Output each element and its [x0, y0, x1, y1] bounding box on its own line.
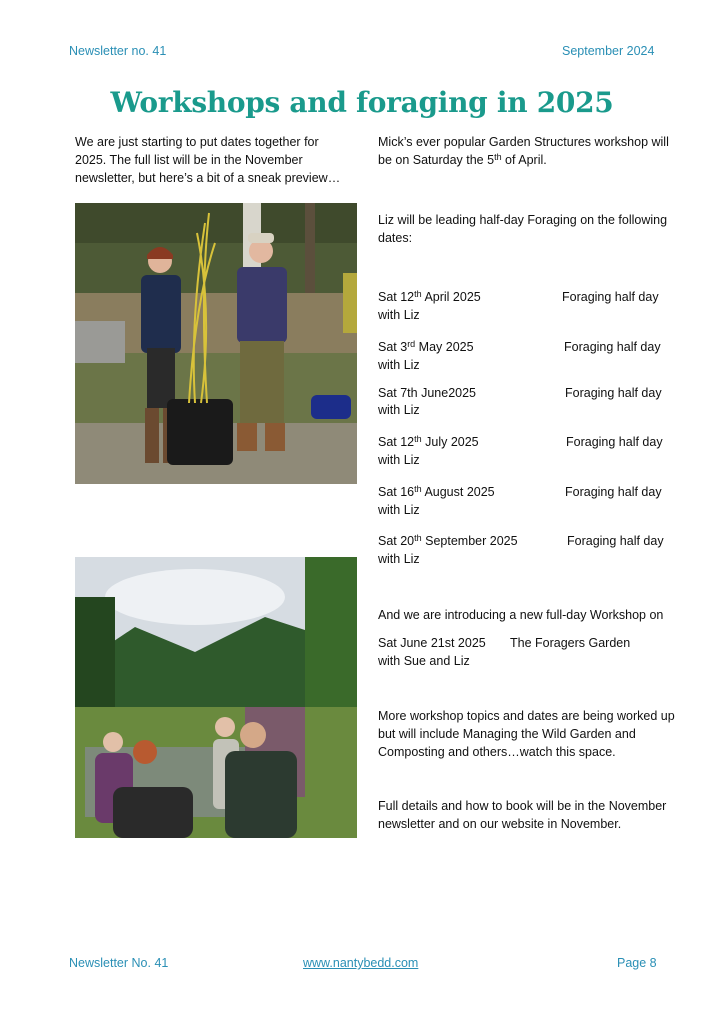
intro-paragraph: We are just starting to put dates together for 2025. The full list will be in the November newsletter, but here’s a bit of a sneak preview… [75, 135, 341, 185]
more-topics-paragraph: More workshop topics and dates are being worked up but will include Managing the Wild Garden and Composting and others…watch this space. [378, 709, 675, 759]
session-with: with Liz [378, 308, 420, 322]
session-label: Foraging half day [565, 485, 662, 499]
foraging-intro-paragraph: Liz will be leading half-day Foraging on the following dates: [378, 213, 668, 245]
full-day-title: The Foragers Garden [510, 636, 631, 650]
session-label: Foraging half day [566, 435, 663, 449]
full-day-with: with Sue and Liz [378, 654, 470, 668]
session-label: Foraging half day [562, 290, 659, 304]
session-with: with Liz [378, 403, 420, 417]
page-number: Page 8 [617, 956, 657, 970]
session-label: Foraging half day [565, 386, 662, 400]
booking-details-paragraph: Full details and how to book will be in the November newsletter and on our website in November. [378, 799, 667, 831]
session-with: with Liz [378, 552, 420, 566]
header-date: September 2024 [562, 44, 655, 58]
new-workshop-paragraph: And we are introducing a new full-day Workshop on [378, 608, 664, 622]
footer-newsletter-number: Newsletter No. 41 [69, 956, 169, 970]
mick-text-before: Mick’s ever popular Garden Structures workshop will be on Saturday the 5 [378, 135, 669, 167]
workshop-photo [75, 203, 357, 484]
full-day-date: Sat June 21st 2025 [378, 636, 486, 650]
page-title: Workshops and foraging in 2025 [110, 86, 614, 119]
session-date: Sat 12th April 2025 [378, 289, 481, 304]
session-label: Foraging half day [567, 534, 664, 548]
header-newsletter-number: Newsletter no. 41 [69, 44, 167, 58]
session-date: Sat 3rd May 2025 [378, 339, 474, 354]
session-with: with Liz [378, 453, 420, 467]
session-date: Sat 20th September 2025 [378, 533, 518, 548]
website-link[interactable]: www.nantybedd.com [303, 956, 419, 970]
session-date: Sat 12th July 2025 [378, 434, 479, 449]
session-date: Sat 7th June2025 [378, 386, 476, 400]
session-with: with Liz [378, 503, 420, 517]
mick-text-after: of April. [501, 153, 547, 167]
garden-structures-paragraph [378, 133, 678, 169]
mick-sup: th [494, 152, 502, 162]
session-with: with Liz [378, 358, 420, 372]
session-label: Foraging half day [564, 340, 661, 354]
session-date: Sat 16th August 2025 [378, 484, 495, 499]
foraging-group-photo [75, 557, 357, 838]
